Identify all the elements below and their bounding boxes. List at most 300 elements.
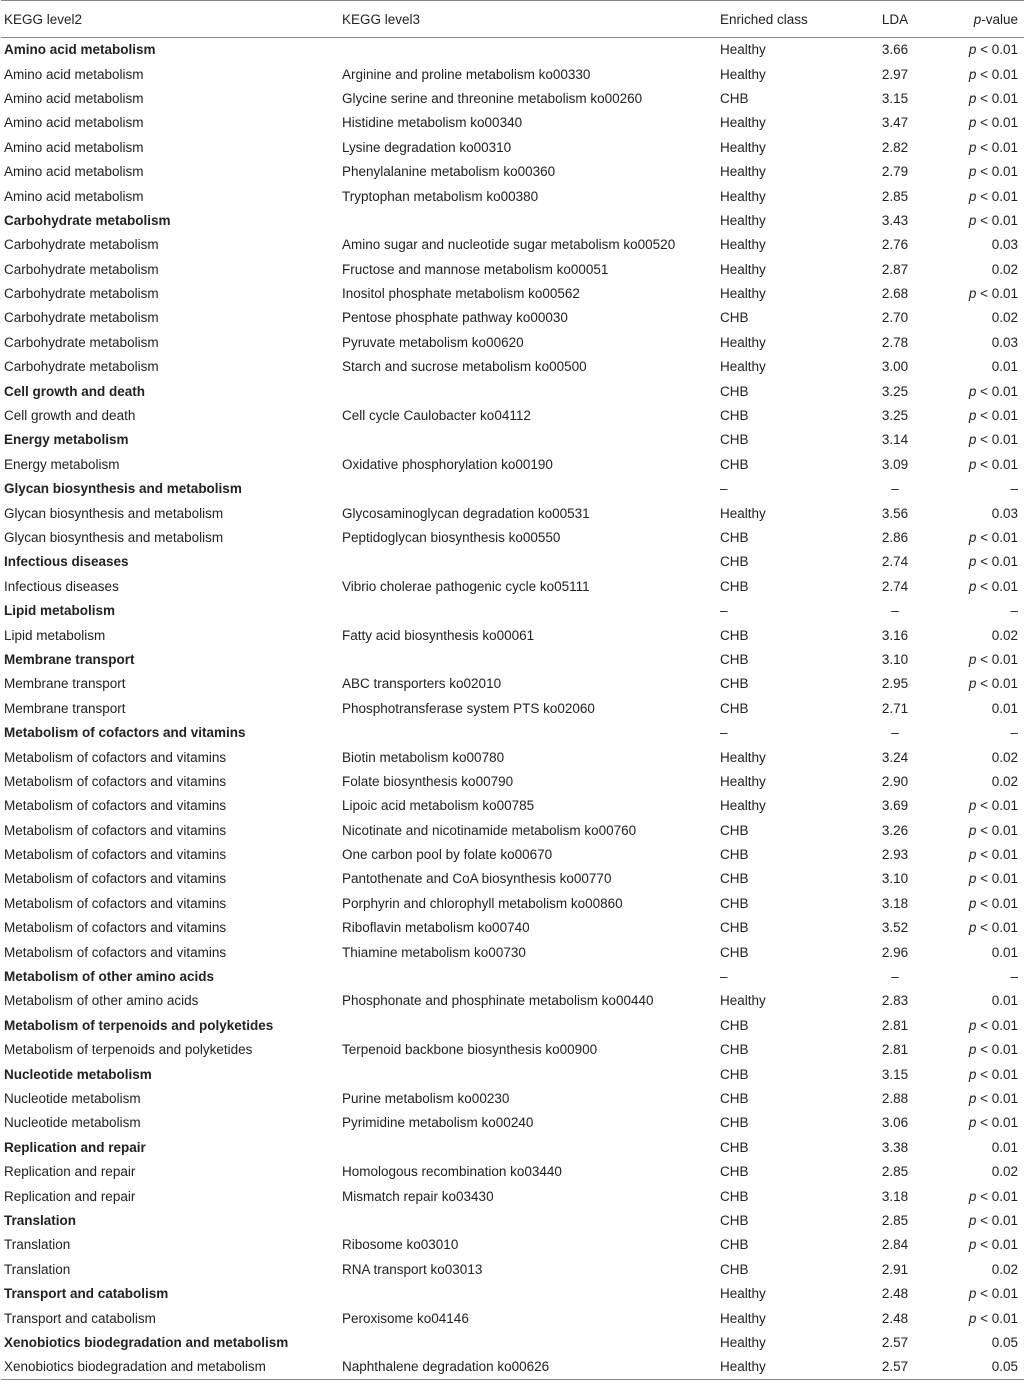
- cell-kegg-level2: Glycan biosynthesis and metabolism: [4, 505, 224, 521]
- cell-lda: 2.82: [881, 139, 909, 155]
- cell-kegg-level3: Riboflavin metabolism ko00740: [342, 920, 530, 936]
- table-group-row: [1, 428, 1024, 452]
- p-value-text: 0.01: [991, 993, 1018, 1009]
- cell-kegg-level3: [342, 648, 720, 672]
- p-value-text: < 0.01: [976, 188, 1018, 204]
- cell-kegg-level2: Carbohydrate metabolism: [4, 310, 159, 326]
- table-row: [1, 794, 1024, 818]
- cell-kegg-level2: Metabolism of cofactors and vitamins: [4, 944, 227, 960]
- cell-enriched-class: CHB: [720, 1261, 749, 1277]
- cell-kegg-level3: Folate biosynthesis ko00790: [342, 773, 514, 789]
- cell-enriched-class: CHB: [720, 1139, 749, 1155]
- cell-enriched-class: CHB: [720, 383, 749, 399]
- table-row: [1, 672, 1024, 696]
- cell-enriched-class: Healthy: [720, 237, 766, 253]
- p-value-text: < 0.01: [976, 895, 1018, 911]
- cell-p-value: [940, 892, 1024, 916]
- cell-p-value: [940, 819, 1024, 843]
- cell-lda: 2.78: [881, 334, 909, 350]
- cell-kegg-level3: Lipoic acid metabolism ko00785: [342, 798, 535, 814]
- cell-lda: 3.10: [881, 651, 909, 667]
- cell-lda: 2.96: [881, 944, 909, 960]
- cell-enriched-class: Healthy: [720, 42, 766, 58]
- p-symbol: p: [968, 871, 977, 887]
- table-row: [1, 62, 1024, 86]
- cell-enriched-class: CHB: [720, 920, 749, 936]
- cell-lda: 2.74: [881, 578, 909, 594]
- cell-kegg-level3: Ribosome ko03010: [342, 1237, 459, 1253]
- table-group-row: [1, 209, 1024, 233]
- cell-lda: 2.97: [881, 66, 909, 82]
- cell-kegg-level3: Arginine and proline metabolism ko00330: [342, 66, 591, 82]
- header-kegg-level2: KEGG level2: [1, 1, 342, 38]
- table-row: [1, 1233, 1024, 1257]
- cell-kegg-level2: Carbohydrate metabolism: [4, 334, 159, 350]
- cell-kegg-level3: [342, 965, 720, 989]
- cell-kegg-level2: Nucleotide metabolism: [4, 1066, 152, 1082]
- cell-kegg-level2: Glycan biosynthesis and metabolism: [4, 481, 242, 497]
- table-row: [1, 1306, 1024, 1330]
- cell-lda: 3.00: [881, 359, 909, 375]
- p-symbol: p: [968, 90, 977, 106]
- cell-lda: 3.47: [881, 115, 909, 131]
- cell-p-value: [940, 770, 1024, 794]
- cell-kegg-level3: Histidine metabolism ko00340: [342, 115, 523, 131]
- cell-p-value: [940, 867, 1024, 891]
- cell-p-value: [940, 940, 1024, 964]
- p-symbol: p: [968, 432, 977, 448]
- cell-enriched-class: CHB: [720, 432, 749, 448]
- table-row: [1, 1160, 1024, 1184]
- p-value-text: < 0.01: [976, 1310, 1018, 1326]
- cell-p-value: [940, 136, 1024, 160]
- cell-kegg-level3: [342, 38, 720, 63]
- p-value-text: < 0.01: [976, 847, 1018, 863]
- cell-kegg-level3: [342, 599, 720, 623]
- table-body: [1, 38, 1024, 1380]
- cell-kegg-level2: Metabolism of other amino acids: [4, 993, 199, 1009]
- cell-enriched-class: CHB: [720, 627, 749, 643]
- cell-kegg-level2: Membrane transport: [4, 676, 126, 692]
- cell-lda: 3.06: [881, 1115, 909, 1131]
- cell-kegg-level3: Pentose phosphate pathway ko00030: [342, 310, 568, 326]
- table-row: [1, 867, 1024, 891]
- cell-lda: 3.09: [881, 456, 909, 472]
- cell-p-value: [940, 233, 1024, 257]
- cell-lda: 2.93: [881, 847, 909, 863]
- cell-kegg-level2: Metabolism of cofactors and vitamins: [4, 798, 227, 814]
- cell-lda: –: [891, 725, 899, 741]
- cell-kegg-level2: Nucleotide metabolism: [4, 1090, 141, 1106]
- table-row: [1, 843, 1024, 867]
- cell-lda: 2.70: [881, 310, 909, 326]
- p-symbol: p: [968, 554, 977, 570]
- cell-lda: 2.57: [881, 1334, 909, 1350]
- p-symbol: p: [968, 115, 977, 131]
- p-value-text: < 0.01: [976, 1017, 1018, 1033]
- cell-kegg-level2: Carbohydrate metabolism: [4, 286, 159, 302]
- table-row: [1, 306, 1024, 330]
- cell-p-value: [940, 282, 1024, 306]
- cell-p-value: [940, 453, 1024, 477]
- cell-enriched-class: CHB: [720, 554, 749, 570]
- cell-p-value: [940, 965, 1024, 989]
- cell-kegg-level3: Glycosaminoglycan degradation ko00531: [342, 505, 590, 521]
- table-row: [1, 575, 1024, 599]
- p-value-text: < 0.01: [976, 139, 1018, 155]
- cell-p-value: [940, 1209, 1024, 1233]
- cell-lda: 3.56: [881, 505, 909, 521]
- table-row: [1, 355, 1024, 379]
- cell-enriched-class: Healthy: [720, 773, 766, 789]
- cell-enriched-class: CHB: [720, 700, 749, 716]
- cell-kegg-level2: Metabolism of cofactors and vitamins: [4, 725, 246, 741]
- table-group-row: [1, 648, 1024, 672]
- p-value-text: –: [1010, 481, 1018, 497]
- table-row: [1, 1038, 1024, 1062]
- cell-enriched-class: CHB: [720, 676, 749, 692]
- p-symbol: p: [968, 456, 977, 472]
- cell-kegg-level2: Amino acid metabolism: [4, 139, 144, 155]
- cell-kegg-level3: Amino sugar and nucleotide sugar metabolism ko00520: [342, 237, 676, 253]
- cell-p-value: [940, 1038, 1024, 1062]
- cell-lda: 3.10: [881, 871, 909, 887]
- cell-enriched-class: Healthy: [720, 66, 766, 82]
- p-value-text: 0.01: [991, 944, 1018, 960]
- cell-p-value: [940, 721, 1024, 745]
- header-enriched-class: Enriched class: [720, 1, 850, 38]
- cell-enriched-class: CHB: [720, 408, 749, 424]
- cell-p-value: [940, 623, 1024, 647]
- header-row: [1, 1, 1024, 38]
- cell-p-value: [940, 575, 1024, 599]
- cell-kegg-level2: Metabolism of other amino acids: [4, 969, 215, 985]
- table-row: [1, 526, 1024, 550]
- cell-enriched-class: Healthy: [720, 1334, 766, 1350]
- table-row: [1, 770, 1024, 794]
- cell-lda: 2.74: [881, 554, 909, 570]
- cell-kegg-level3: Nicotinate and nicotinamide metabolism ko00760: [342, 822, 637, 838]
- cell-enriched-class: Healthy: [720, 212, 766, 228]
- table-row: [1, 1258, 1024, 1282]
- cell-p-value: [940, 672, 1024, 696]
- cell-enriched-class: Healthy: [720, 1310, 766, 1326]
- cell-enriched-class: Healthy: [720, 115, 766, 131]
- p-value-text: < 0.01: [976, 1286, 1018, 1302]
- p-symbol: p: [968, 578, 977, 594]
- cell-kegg-level2: Metabolism of terpenoids and polyketides: [4, 1042, 253, 1058]
- cell-kegg-level2: Metabolism of cofactors and vitamins: [4, 847, 227, 863]
- cell-enriched-class: –: [720, 969, 728, 985]
- cell-lda: 3.14: [881, 432, 909, 448]
- cell-p-value: [940, 1306, 1024, 1330]
- cell-lda: 2.86: [881, 530, 909, 545]
- cell-enriched-class: Healthy: [720, 993, 766, 1009]
- cell-kegg-level3: [342, 209, 720, 233]
- cell-lda: 3.15: [881, 90, 909, 106]
- p-value-text: < 0.01: [976, 798, 1018, 814]
- cell-kegg-level3: Tryptophan metabolism ko00380: [342, 188, 539, 204]
- cell-enriched-class: CHB: [720, 1115, 749, 1131]
- p-value-text: < 0.01: [976, 286, 1018, 302]
- p-value-text: < 0.01: [976, 578, 1018, 594]
- cell-p-value: [940, 697, 1024, 721]
- cell-lda: 2.57: [850, 1355, 940, 1380]
- cell-enriched-class: Healthy: [720, 139, 766, 155]
- table-group-row: [1, 1136, 1024, 1160]
- p-value-text: 0.01: [991, 700, 1018, 716]
- cell-p-value: [940, 62, 1024, 86]
- cell-p-value: [940, 306, 1024, 330]
- p-symbol: p: [968, 212, 977, 228]
- cell-kegg-level2: Amino acid metabolism: [4, 42, 156, 58]
- p-value-text: –: [1010, 725, 1018, 741]
- cell-enriched-class: CHB: [720, 651, 749, 667]
- cell-p-value: [940, 794, 1024, 818]
- table-group-row: [1, 721, 1024, 745]
- table-row: [1, 819, 1024, 843]
- cell-p-value: [940, 648, 1024, 672]
- cell-kegg-level3: ABC transporters ko02010: [342, 676, 502, 692]
- cell-kegg-level2: Metabolism of terpenoids and polyketides: [4, 1017, 274, 1033]
- cell-enriched-class: Healthy: [720, 1286, 766, 1302]
- cell-enriched-class: –: [720, 481, 728, 497]
- p-value-text: < 0.01: [976, 432, 1018, 448]
- p-value-text: < 0.01: [976, 1042, 1018, 1058]
- cell-lda: 3.66: [881, 42, 909, 58]
- cell-p-value: [940, 916, 1024, 940]
- header-p-rest: -value: [981, 11, 1018, 27]
- cell-kegg-level3: [342, 477, 720, 501]
- p-value-text: 0.02: [991, 773, 1018, 789]
- p-symbol: p: [968, 164, 977, 180]
- cell-enriched-class: CHB: [720, 310, 749, 326]
- cell-kegg-level3: Oxidative phosphorylation ko00190: [342, 456, 553, 472]
- table-row: [1, 1184, 1024, 1208]
- p-value-text: 0.02: [991, 1164, 1018, 1180]
- cell-p-value: [940, 184, 1024, 208]
- p-symbol: p: [968, 1237, 977, 1253]
- cell-kegg-level2: Cell growth and death: [4, 408, 136, 424]
- cell-p-value: [940, 258, 1024, 282]
- p-symbol: p: [968, 383, 977, 399]
- p-value-text: 0.05: [991, 1334, 1018, 1350]
- table-row: [1, 989, 1024, 1013]
- cell-lda: 3.26: [881, 822, 909, 838]
- cell-kegg-level2: Translation: [4, 1237, 71, 1253]
- table-group-row: [1, 38, 1024, 63]
- p-symbol: p: [968, 66, 977, 82]
- cell-enriched-class: CHB: [720, 895, 749, 911]
- cell-p-value: [940, 355, 1024, 379]
- cell-enriched-class: CHB: [720, 1090, 749, 1106]
- cell-p-value: [940, 1136, 1024, 1160]
- cell-kegg-level3: [342, 721, 720, 745]
- table-row: [1, 1111, 1024, 1135]
- p-symbol: p: [968, 188, 977, 204]
- table-group-row: [1, 965, 1024, 989]
- cell-kegg-level2: Amino acid metabolism: [4, 66, 144, 82]
- cell-p-value: [940, 38, 1024, 63]
- cell-kegg-level2: Carbohydrate metabolism: [4, 212, 171, 228]
- cell-lda: 3.52: [881, 920, 909, 936]
- cell-kegg-level2: Carbohydrate metabolism: [4, 359, 159, 375]
- cell-enriched-class: CHB: [720, 1066, 749, 1082]
- cell-lda: 2.79: [881, 164, 909, 180]
- cell-kegg-level3: Thiamine metabolism ko00730: [342, 944, 526, 960]
- table-group-row: [1, 477, 1024, 501]
- cell-p-value: [940, 111, 1024, 135]
- p-value-text: < 0.01: [976, 1237, 1018, 1253]
- cell-lda: 2.68: [881, 286, 909, 302]
- p-symbol: p: [968, 1310, 977, 1326]
- cell-kegg-level2: Metabolism of cofactors and vitamins: [4, 895, 227, 911]
- cell-kegg-level3: Pantothenate and CoA biosynthesis ko00770: [342, 871, 612, 887]
- cell-kegg-level2: Metabolism of cofactors and vitamins: [4, 871, 227, 887]
- table-group-row: [1, 379, 1024, 403]
- cell-kegg-level3: [342, 1209, 720, 1233]
- p-symbol: p: [968, 1286, 977, 1302]
- p-value-text: < 0.01: [976, 1090, 1018, 1106]
- cell-kegg-level2: Xenobiotics biodegradation and metabolism: [4, 1334, 289, 1350]
- cell-p-value: [940, 745, 1024, 769]
- table-group-row: [1, 1209, 1024, 1233]
- cell-kegg-level3: [342, 1331, 720, 1355]
- cell-kegg-level2: Membrane transport: [4, 651, 135, 667]
- p-value-text: 0.03: [991, 334, 1018, 350]
- cell-p-value: [940, 1331, 1024, 1355]
- p-value-text: < 0.01: [976, 676, 1018, 692]
- p-value-text: 0.01: [991, 359, 1018, 375]
- cell-enriched-class: Healthy: [720, 798, 766, 814]
- p-value-text: < 0.01: [976, 408, 1018, 424]
- cell-kegg-level2: Translation: [4, 1261, 71, 1277]
- cell-p-value: [940, 1184, 1024, 1208]
- table-row: [1, 940, 1024, 964]
- p-symbol: p: [968, 1042, 977, 1058]
- cell-kegg-level2: Translation: [4, 1212, 77, 1228]
- table-row: [1, 745, 1024, 769]
- cell-lda: 2.85: [881, 1212, 909, 1228]
- cell-lda: 3.25: [881, 383, 909, 399]
- p-value-text: < 0.01: [976, 383, 1018, 399]
- cell-lda: 2.48: [881, 1310, 909, 1326]
- cell-lda: 2.87: [881, 261, 909, 277]
- cell-lda: 2.81: [881, 1042, 909, 1058]
- p-value-text: < 0.01: [976, 920, 1018, 936]
- table-row: [1, 623, 1024, 647]
- cell-enriched-class: Healthy: [720, 164, 766, 180]
- p-symbol: p: [968, 847, 977, 863]
- cell-kegg-level2: Xenobiotics biodegradation and metabolism: [1, 1355, 342, 1380]
- p-value-text: –: [1010, 603, 1018, 619]
- cell-kegg-level3: Glycine serine and threonine metabolism ko00260: [342, 90, 643, 106]
- table-row: [1, 160, 1024, 184]
- cell-enriched-class: CHB: [720, 578, 749, 594]
- cell-enriched-class: CHB: [720, 1212, 749, 1228]
- p-value-text: < 0.01: [976, 164, 1018, 180]
- cell-kegg-level3: Cell cycle Caulobacter ko04112: [342, 408, 531, 424]
- cell-kegg-level2: Replication and repair: [4, 1164, 136, 1180]
- cell-kegg-level2: Amino acid metabolism: [4, 164, 144, 180]
- cell-kegg-level2: Amino acid metabolism: [4, 115, 144, 131]
- header-kegg-level3: KEGG level3: [342, 1, 720, 38]
- cell-enriched-class: CHB: [720, 90, 749, 106]
- p-value-text: 0.02: [991, 749, 1018, 765]
- p-value-text: < 0.01: [976, 456, 1018, 472]
- cell-p-value: [940, 404, 1024, 428]
- cell-p-value: [940, 989, 1024, 1013]
- p-value-text: < 0.01: [976, 212, 1018, 228]
- p-value-text: 0.02: [991, 627, 1018, 643]
- header-p-italic: p: [973, 11, 982, 27]
- cell-lda: –: [891, 969, 899, 985]
- cell-lda: 2.90: [881, 773, 909, 789]
- p-symbol: p: [968, 286, 977, 302]
- p-value-text: < 0.01: [976, 1066, 1018, 1082]
- p-symbol: p: [968, 676, 977, 692]
- cell-kegg-level2: Energy metabolism: [4, 456, 120, 472]
- table-group-row: [1, 1014, 1024, 1038]
- cell-lda: 2.85: [881, 188, 909, 204]
- cell-p-value: [940, 1111, 1024, 1135]
- cell-p-value: [940, 428, 1024, 452]
- p-symbol: p: [968, 1066, 977, 1082]
- cell-kegg-level3: [342, 1014, 720, 1038]
- table-row: [1, 282, 1024, 306]
- cell-kegg-level2: Replication and repair: [4, 1188, 136, 1204]
- table-row: [1, 331, 1024, 355]
- cell-p-value: [940, 331, 1024, 355]
- cell-kegg-level3: Phosphotransferase system PTS ko02060: [342, 700, 595, 716]
- table-row: [1, 136, 1024, 160]
- p-value-text: 0.05: [991, 1359, 1018, 1375]
- cell-kegg-level2: Cell growth and death: [4, 383, 146, 399]
- cell-enriched-class: CHB: [720, 1237, 749, 1253]
- cell-kegg-level2: Metabolism of cofactors and vitamins: [4, 920, 227, 936]
- table-group-row: [1, 1282, 1024, 1306]
- cell-enriched-class: Healthy: [720, 749, 766, 765]
- cell-kegg-level3: Peroxisome ko04146: [342, 1310, 469, 1326]
- cell-kegg-level3: Vibrio cholerae pathogenic cycle ko05111: [342, 578, 590, 594]
- cell-lda: 3.18: [881, 1188, 909, 1204]
- cell-lda: 3.38: [881, 1139, 909, 1155]
- cell-lda: 3.24: [881, 749, 909, 765]
- header-p-value: [940, 1, 1024, 38]
- cell-p-value: [940, 1160, 1024, 1184]
- table-row: [1, 916, 1024, 940]
- header-lda: LDA: [850, 1, 940, 38]
- cell-p-value: [940, 160, 1024, 184]
- cell-lda: 3.16: [881, 627, 909, 643]
- p-value-text: 0.02: [991, 1261, 1018, 1277]
- cell-kegg-level3: Terpenoid backbone biosynthesis ko00900: [342, 1042, 598, 1058]
- cell-lda: 2.85: [881, 1164, 909, 1180]
- cell-enriched-class: Healthy: [720, 286, 766, 302]
- cell-kegg-level3: Biotin metabolism ko00780: [342, 749, 505, 765]
- cell-kegg-level2: Infectious diseases: [4, 554, 129, 570]
- cell-p-value: [940, 1087, 1024, 1111]
- p-symbol: p: [968, 1017, 977, 1033]
- p-value-text: < 0.01: [976, 530, 1018, 545]
- cell-kegg-level2: Carbohydrate metabolism: [4, 237, 159, 253]
- cell-kegg-level3: Phenylalanine metabolism ko00360: [342, 164, 556, 180]
- p-value-text: < 0.01: [976, 651, 1018, 667]
- cell-kegg-level2: Metabolism of cofactors and vitamins: [4, 822, 227, 838]
- p-value-text: < 0.01: [976, 554, 1018, 570]
- p-symbol: p: [968, 1188, 977, 1204]
- cell-lda: 3.43: [881, 212, 909, 228]
